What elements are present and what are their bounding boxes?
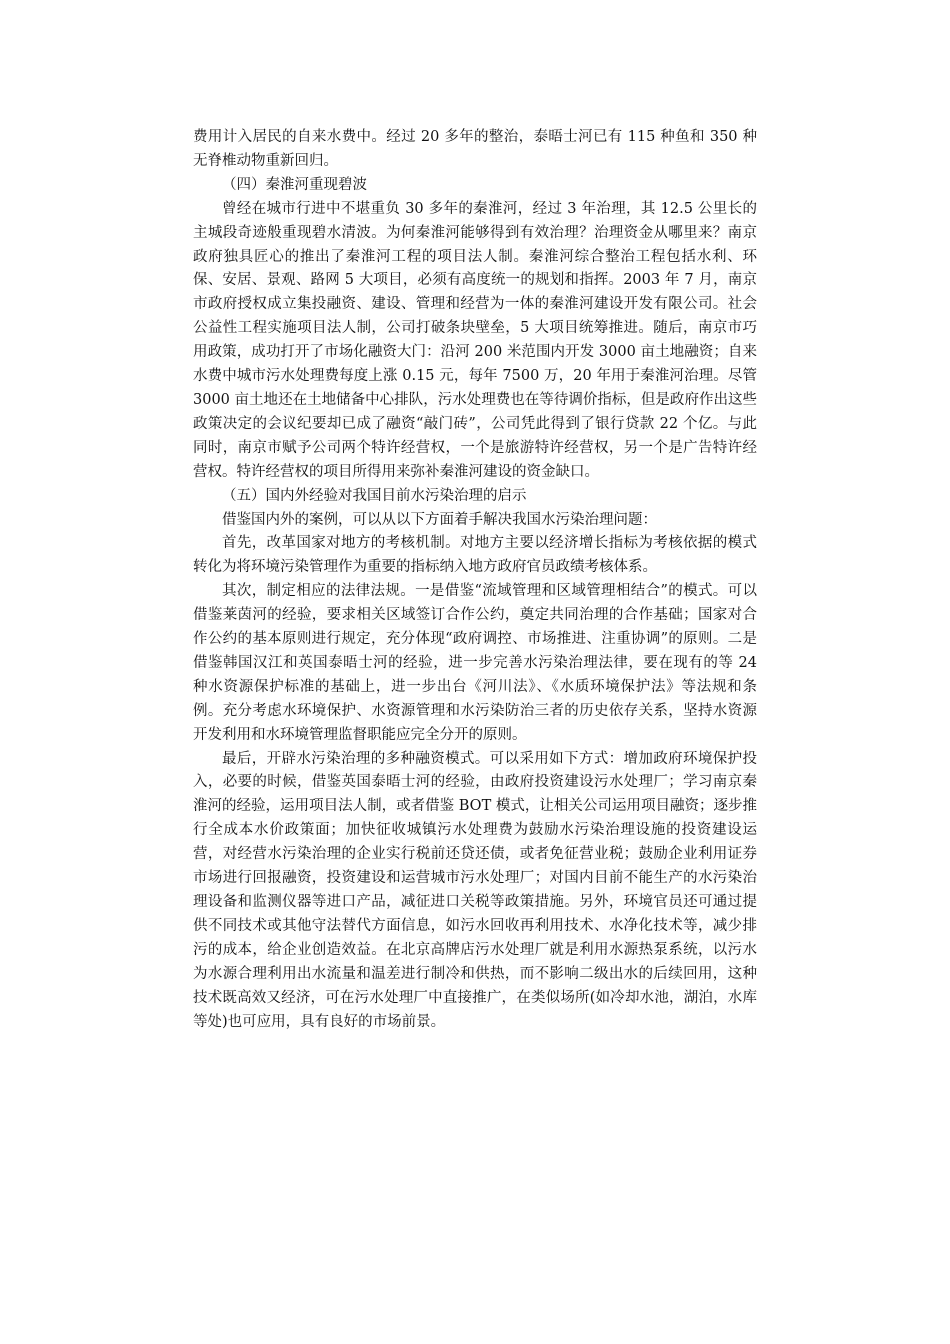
paragraph-qinhuai: 曾经在城市行进中不堪重负 30 多年的秦淮河，经过 3 年治理，其 12.5 公里长的主城段奇迹般重现碧水清波。为何秦淮河能够得到有效治理？治理资金从哪里来？南京政府独具匠心的推出了秦淮河工程的项目法人制。秦淮河综合整治工程包括水利、环保、安居、景观、路网 5 大项目，必须有高度统一的规划和指挥。2003 年 7 月，南京市政府授权成立集投融资、建设、管理和经营为一体的秦淮河建设开发有限公司。社会公益性工程实施项目法人制，公司打破条块壁垒，5 大项目统筹推进。随后，南京市巧用政策，成功打开了市场化融资大门：沿河 200 米范围内开发 3000 亩土地融资；自来水费中城市污水处理费每度上涨 0.15 元，每年 7500 万，20 年用于秦淮河治理。尽管 3000 亩土地还在土地储备中心排队，污水处理费也在等待调价指标，但是政府作出这些政策决定的会议纪要却已成了融资“敲门砖”，公司凭此得到了银行贷款 22 个亿。与此同时，南京市赋予公司两个特许经营权，一个是旅游特许经营权，另一个是广告特许经营权。特许经营权的项目所得用来弥补秦淮河建设的资金缺口。: [193, 200, 757, 480]
paragraph-second: 其次，制定相应的法律法规。一是借鉴“流域管理和区域管理相结合”的模式。可以借鉴莱茵河的经验，要求相关区域签订合作公约，奠定共同治理的合作基础；国家对合作公约的基本原则进行规定，充分体现“政府调控、市场推进、注重协调”的原则。二是借鉴韩国汉江和英国泰晤士河的经验，进一步完善水污染治理法律，要在现有的等 24 种水资源保护标准的基础上，进一步出台《河川法》、《水质环境保护法》等法规和条例。充分考虑水环境保护、水资源管理和水污染防治三者的历史依存关系，坚持水资源开发利用和水环境管理监督职能应完全分开的原则。: [193, 583, 757, 743]
paragraph-continued: 费用计入居民的自来水费中。经过 20 多年的整治，泰晤士河已有 115 种鱼和 350 种无脊椎动物重新回归。: [193, 129, 757, 169]
section-heading-5: （五）国内外经验对我国目前水污染治理的启示: [222, 487, 527, 504]
paragraph-last: 最后，开辟水污染治理的多种融资模式。可以采用如下方式：增加政府环境保护投入，必要的时候，借鉴英国泰晤士河的经验，由政府投资建设污水处理厂；学习南京秦淮河的经验，运用项目法人制，或者借鉴 BOT 模式，让相关公司运用项目融资；逐步推行全成本水价政策面；加快征收城镇污水处理费为鼓励水污染治理设施的投资建设运营，对经营水污染治理的企业实行税前还贷还债，或者免征营业税；鼓励企业利用证券市场进行回报融资，投资建设和运营城市污水处理厂；对国内目前不能生产的水污染治理设备和监测仪器等进口产品，减征进口关税等政策措施。另外，环境官员还可通过提供不同技术或其他守法替代方面信息，如污水回收再利用技术、水净化技术等，减少排污的成本，给企业创造效益。在北京高牌店污水处理厂就是利用水源热泵系统，以污水为水源合理利用出水流量和温差进行制冷和供热，而不影响二级出水的后续回用，这种技术既高效又经济，可在污水处理厂中直接推广，在类似场所(如冷却水池，湖泊，水库等处)也可应用，具有良好的市场前景。: [193, 750, 757, 1030]
paragraph-first: 首先，改革国家对地方的考核机制。对地方主要以经济增长指标为考核依据的模式转化为将环境污染管理作为重要的指标纳入地方政府官员政绩考核体系。: [193, 535, 757, 576]
section-heading-4: （四）秦淮河重现碧波: [222, 176, 367, 193]
paragraph-intro: 借鉴国内外的案例，可以从以下方面着手解决我国水污染治理问题：: [222, 511, 657, 528]
document-page: [193, 126, 757, 1034]
